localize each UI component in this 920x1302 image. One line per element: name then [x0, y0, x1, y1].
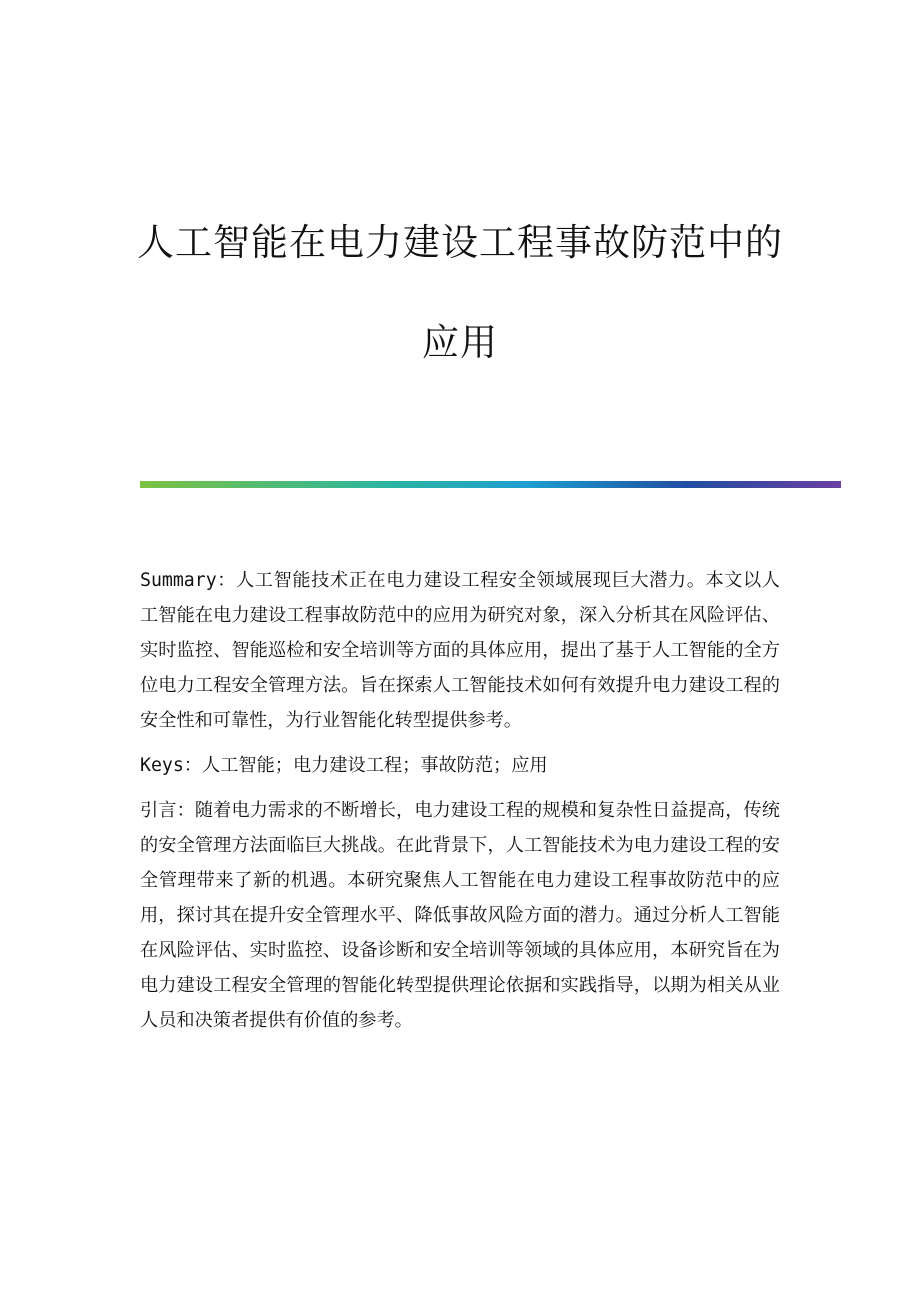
- summary-text: 人工智能技术正在电力建设工程安全领域展现巨大潜力。本文以人工智能在电力建设工程事故防范中的应用为研究对象，深入分析其在风险评估、实时监控、智能巡检和安全培训等方面的具体应用，提出了基于人工智能的全方位电力工程安全管理方法。旨在探索人工智能技术如何有效提升电力建设工程的安全性和可靠性，为行业智能化转型提供参考。: [140, 570, 780, 731]
- intro-paragraph: [140, 793, 780, 1038]
- keys-paragraph: [140, 748, 780, 783]
- intro-label: 引言：: [140, 800, 195, 821]
- gradient-divider: [140, 481, 841, 488]
- document-body: [140, 563, 780, 1048]
- summary-paragraph: [140, 563, 780, 738]
- summary-label: Summary：: [140, 570, 237, 591]
- keys-label: Keys：: [140, 755, 202, 776]
- keys-text: 人工智能；电力建设工程；事故防范；应用: [202, 755, 548, 776]
- document-title-line-2: 应用: [422, 321, 498, 364]
- document-title-line-1: 人工智能在电力建设工程事故防范中的: [137, 221, 783, 264]
- intro-text: 随着电力需求的不断增长，电力建设工程的规模和复杂性日益提高，传统的安全管理方法面临巨大挑战。在此背景下，人工智能技术为电力建设工程的安全管理带来了新的机遇。本研究聚焦人工智能在电力建设工程事故防范中的应用，探讨其在提升安全管理水平、降低事故风险方面的潜力。通过分析人工智能在风险评估、实时监控、设备诊断和安全培训等领域的具体应用，本研究旨在为电力建设工程安全管理的智能化转型提供理论依据和实践指导，以期为相关从业人员和决策者提供有价值的参考。: [140, 800, 780, 1031]
